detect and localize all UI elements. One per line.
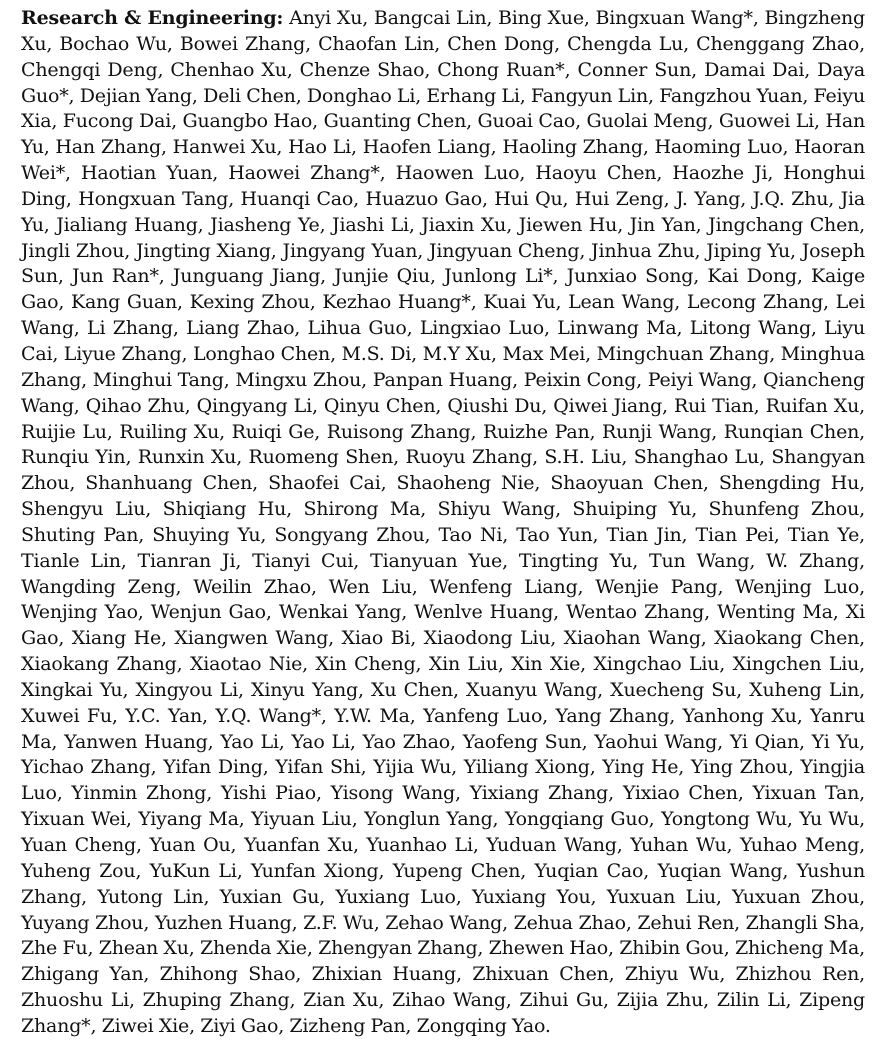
contributors-paragraph bbox=[21, 6, 865, 1040]
contributor-names: Anyi Xu, Bangcai Lin, Bing Xue, Bingxuan Wang*, Bingzheng Xu, Bochao Wu, Bowei Zhang, Chaofan Lin, Chen Dong, Chengda Lu, Chenggang Zhao, Chengqi Deng, Chenhao Xu, Chenze Shao, Chong Ruan*, Conner Sun, Damai Dai, Daya Guo*, Dejian Yang, Deli Chen, Donghao Li, Erhang Li, Fangyun Lin, Fangzhou Yuan, Feiyu Xia, Fucong Dai, Guangbo Hao, Guanting Chen, Guoai Cao, Guolai Meng, Guowei Li, Han Yu, Han Zhang, Hanwei Xu, Hao Li, Haofen Liang, Haoling Zhang, Haoming Luo, Haoran Wei*, Haotian Yuan, Haowei Zhang*, Haowen Luo, Haoyu Chen, Haozhe Ji, Honghui Ding, Hongxuan Tang, Huanqi Cao, Huazuo Gao, Hui Qu, Hui Zeng, J. Yang, J.Q. Zhu, Jia Yu, Jialiang Huang, Jiasheng Ye, Jiashi Li, Jiaxin Xu, Jiewen Hu, Jin Yan, Jingchang Chen, Jingli Zhou, Jingting Xiang, Jingyang Yuan, Jingyuan Cheng, Jinhua Zhu, Jiping Yu, Joseph Sun, Jun Ran*, Junguang Jiang, Junjie Qiu, Junlong Li*, Junxiao Song, Kai Dong, Kaige Gao, Kang Guan, Kexing Zhou, Kezhao Huang*, Kuai Yu, Lean Wang, Lecong Zhang, Lei Wang, Li Zhang, Liang Zhao, Lihua Guo, Lingxiao Luo, Linwang Ma, Litong Wang, Liyu Cai, Liyue Zhang, Longhao Chen, M.S. Di, M.Y Xu, Max Mei, Mingchuan Zhang, Minghua Zhang, Minghui Tang, Mingxu Zhou, Panpan Huang, Peixin Cong, Peiyi Wang, Qiancheng Wang, Qihao Zhu, Qingyang Li, Qinyu Chen, Qiushi Du, Qiwei Jiang, Rui Tian, Ruifan Xu, Ruijie Lu, Ruiling Xu, Ruiqi Ge, Ruisong Zhang, Ruizhe Pan, Runji Wang, Runqian Chen, Runqiu Yin, Runxin Xu, Ruomeng Shen, Ruoyu Zhang, S.H. Liu, Shanghao Lu, Shangyan Zhou, Shanhuang Chen, Shaofei Cai, Shaoheng Nie, Shaoyuan Chen, Shengding Hu, Shengyu Liu, Shiqiang Hu, Shirong Ma, Shiyu Wang, Shuiping Yu, Shunfeng Zhou, Shuting Pan, Shuying Yu, Songyang Zhou, Tao Ni, Tao Yun, Tian Jin, Tian Pei, Tian Ye, Tianle Lin, Tianran Ji, Tianyi Cui, Tianyuan Yue, Tingting Yu, Tun Wang, W. Zhang, Wangding Zeng, Weilin Zhao, Wen Liu, Wenfeng Liang, Wenjie Pang, Wenjing Luo, Wenjing Yao, Wenjun Gao, Wenkai Yang, Wenlve Huang, Wentao Zhang, Wenting Ma, Xi Gao, Xiang He, Xiangwen Wang, Xiao Bi, Xiaodong Liu, Xiaohan Wang, Xiaokang Chen, Xiaokang Zhang, Xiaotao Nie, Xin Cheng, Xin Liu, Xin Xie, Xingchao Liu, Xingchen Liu, Xingkai Yu, Xingyou Li, Xinyu Yang, Xu Chen, Xuanyu Wang, Xuecheng Su, Xuheng Lin, Xuwei Fu, Y.C. Yan, Y.Q. Wang*, Y.W. Ma, Yanfeng Luo, Yang Zhang, Yanhong Xu, Yanru Ma, Yanwen Huang, Yao Li, Yao Li, Yao Zhao, Yaofeng Sun, Yaohui Wang, Yi Qian, Yi Yu, Yichao Zhang, Yifan Ding, Yifan Shi, Yijia Wu, Yiliang Xiong, Ying He, Ying Zhou, Yingjia Luo, Yinmin Zhong, Yishi Piao, Yisong Wang, Yixiang Zhang, Yixiao Chen, Yixuan Tan, Yixuan Wei, Yiyang Ma, Yiyuan Liu, Yonglun Yang, Yongqiang Guo, Yongtong Wu, Yu Wu, Yuan Cheng, Yuan Ou, Yuanfan Xu, Yuanhao Li, Yuduan Wang, Yuhan Wu, Yuhao Meng, Yuheng Zou, YuKun Li, Yunfan Xiong, Yupeng Chen, Yuqian Cao, Yuqian Wang, Yushun Zhang, Yutong Lin, Yuxian Gu, Yuxiang Luo, Yuxiang You, Yuxuan Liu, Yuxuan Zhou, Yuyang Zhou, Yuzhen Huang, Z.F. Wu, Zehao Wang, Zehua Zhao, Zehui Ren, Zhangli Sha, Zhe Fu, Zhean Xu, Zhenda Xie, Zhengyan Zhang, Zhewen Hao, Zhibin Gou, Zhicheng Ma, Zhigang Yan, Zhihong Shao, Zhixian Huang, Zhixuan Chen, Zhiyu Wu, Zhizhou Ren, Zhuoshu Li, Zhuping Zhang, Zian Xu, Zihao Wang, Zihui Gu, Zijia Zhu, Zilin Li, Zipeng Zhang*, Ziwei Xie, Ziyi Gao, Zizheng Pan, Zongqing Yao. bbox=[21, 7, 866, 1037]
section-heading: Research & Engineering: bbox=[21, 7, 284, 29]
